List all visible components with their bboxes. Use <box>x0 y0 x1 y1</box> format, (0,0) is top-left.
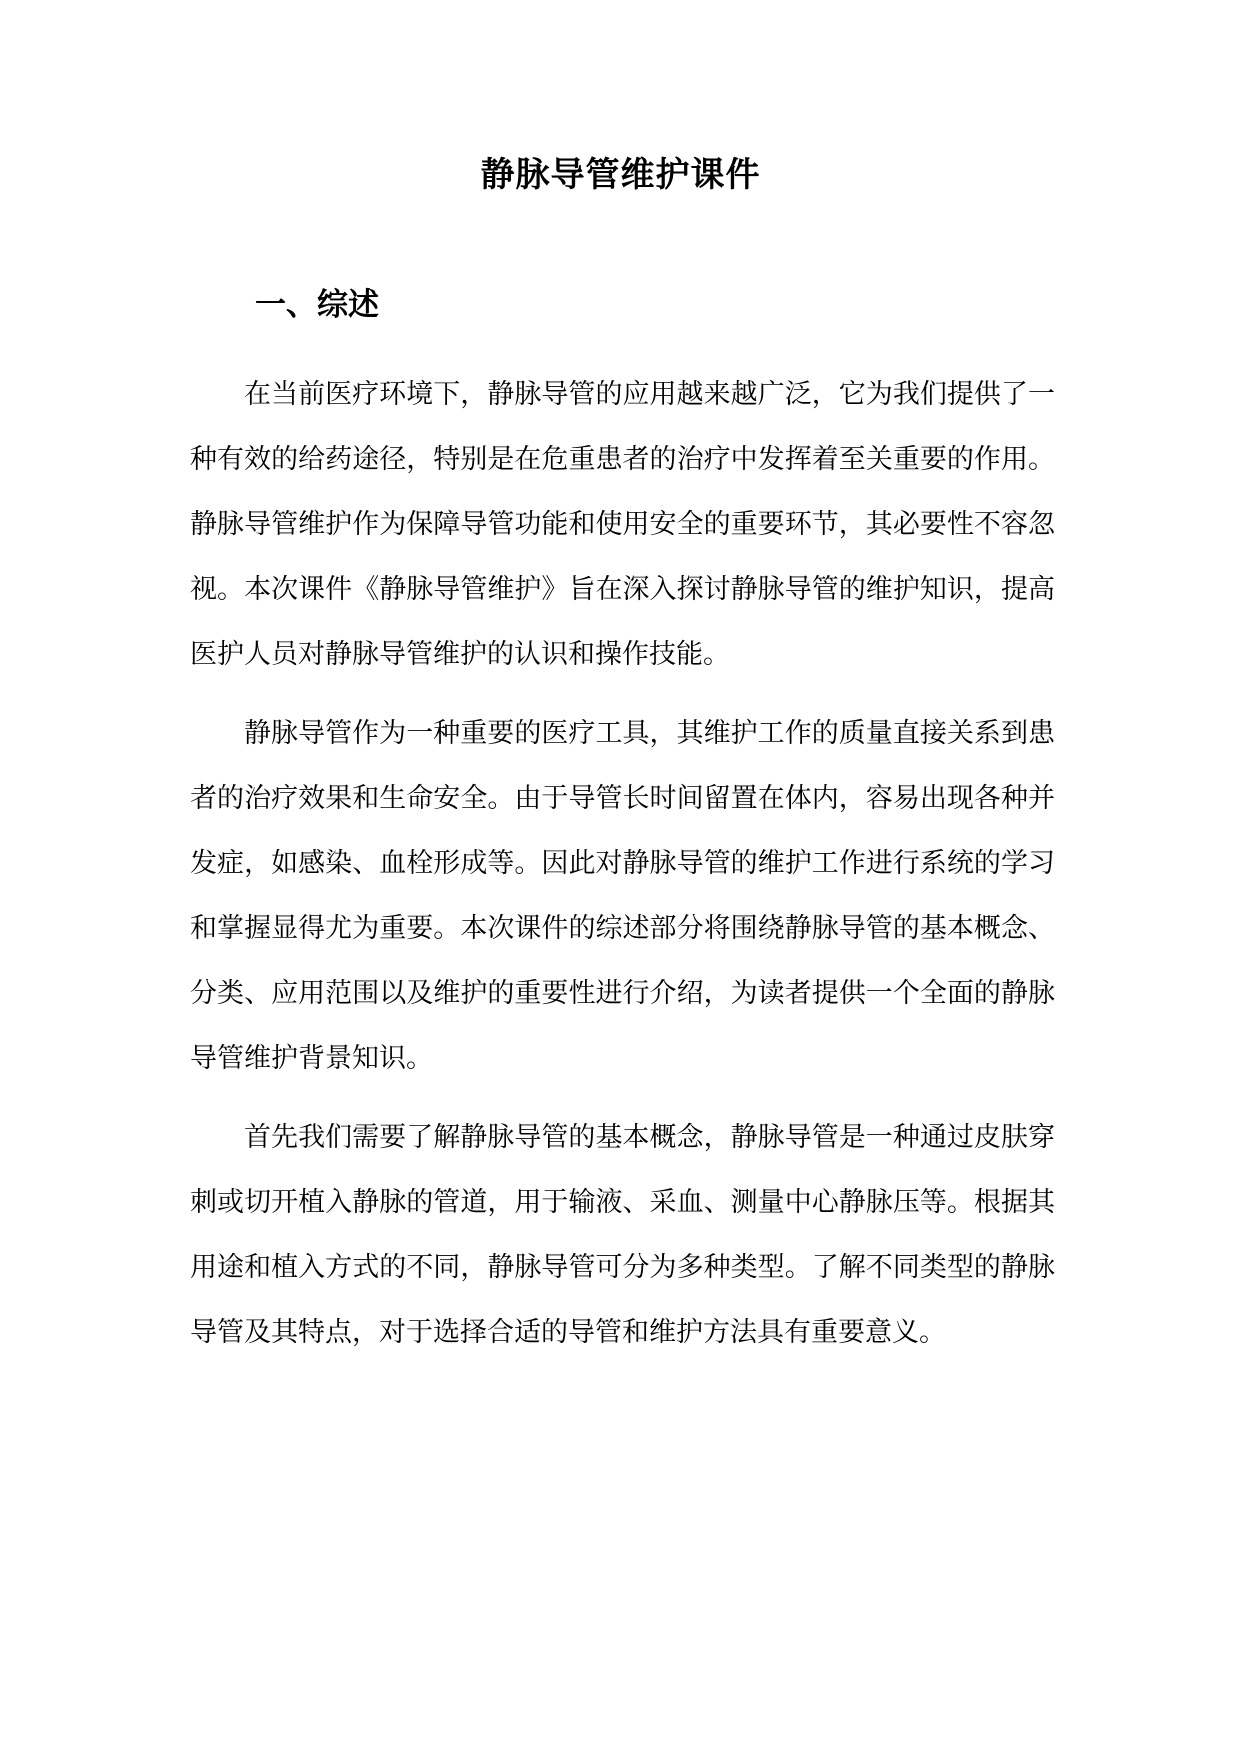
paragraph: 在当前医疗环境下，静脉导管的应用越来越广泛，它为我们提供了一种有效的给药途径，特别是在危重患者的治疗中发挥着至关重要的作用。静脉导管维护作为保障导管功能和使用安全的重要环节，其必要性不容忽视。本次课件《静脉导管维护》旨在深入探讨静脉导管的维护知识，提高医护人员对静脉导管维护的认识和操作技能。 <box>190 379 1055 670</box>
paragraph: 静脉导管作为一种重要的医疗工具，其维护工作的质量直接关系到患者的治疗效果和生命安全。由于导管长时间留置在体内，容易出现各种并发症，如感染、血栓形成等。因此对静脉导管的维护工作进行系统的学习和掌握显得尤为重要。本次课件的综述部分将围绕静脉导管的基本概念、分类、应用范围以及维护的重要性进行介绍，为读者提供一个全面的静脉导管维护背景知识。 <box>190 718 1055 1074</box>
section-heading: 一、综述 <box>255 287 379 323</box>
paragraph: 首先我们需要了解静脉导管的基本概念，静脉导管是一种通过皮肤穿刺或切开植入静脉的管道，用于输液、采血、测量中心静脉压等。根据其用途和植入方式的不同，静脉导管可分为多种类型。了解不同类型的静脉导管及其特点，对于选择合适的导管和维护方法具有重要意义。 <box>190 1122 1055 1348</box>
document-title: 静脉导管维护课件 <box>480 155 761 195</box>
body-text <box>190 362 1055 1379</box>
